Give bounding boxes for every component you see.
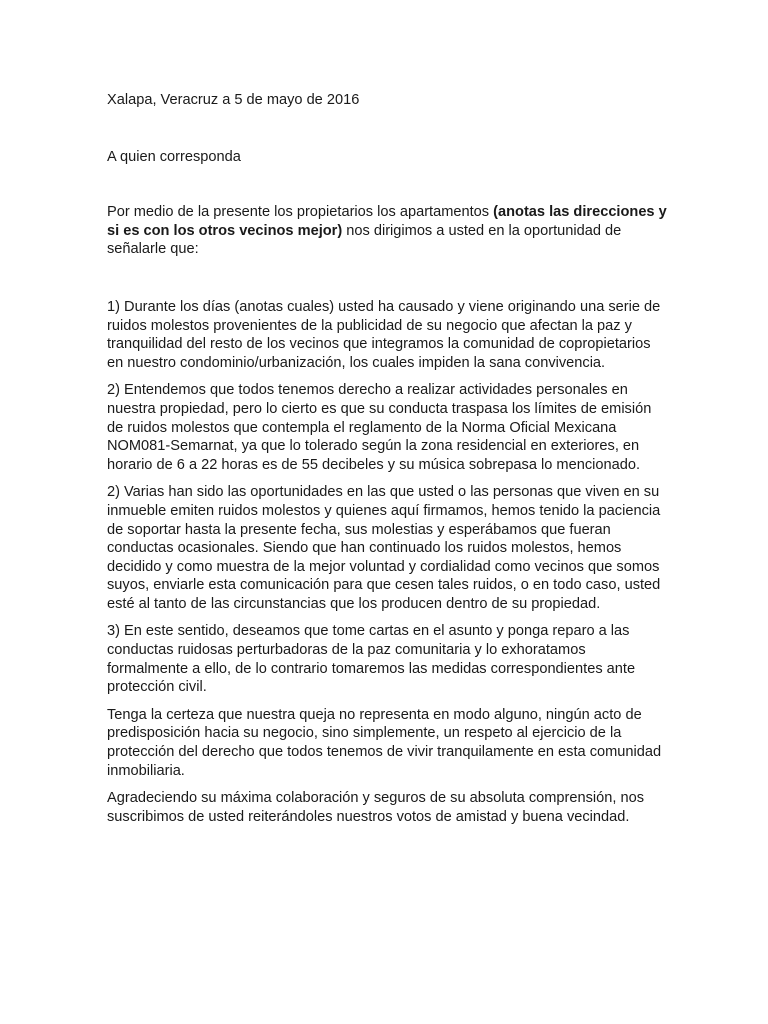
intro-text-end: nos dirigimos a usted en la oportunidad de señalarle que: [107, 222, 622, 258]
date-line: Xalapa, Veracruz a 5 de mayo de 2016 [107, 92, 360, 108]
closing-paragraph: Agradeciendo su máxima colaboración y seguros de su absoluta comprensión, nos suscribimos de usted reiterándoles nuestros votos de amistad y buena vecindad. [107, 790, 645, 825]
intro-paragraph [107, 203, 667, 259]
paragraph-2: 2) Entendemos que todos tenemos derecho a realizar actividades personales en nuestra propiedad, pero lo cierto es que su conducta traspasa los límites de emisión de ruidos molestos que contempla el reglamento de la Norma Oficial Mexicana NOM081-Semarnat, ya que lo tolerado según la zona residencial en exteriores, en horario de 6 a 22 horas es de 55 decibeles y su música sobrepasa lo mencionado. [107, 382, 652, 473]
salutation: A quien corresponda [107, 148, 241, 165]
letter-body [107, 91, 667, 835]
paragraph-3: 2) Varias han sido las oportunidades en las que usted o las personas que viven en su inmueble emiten ruidos molestos y quienes aquí firmamos, hemos tenido la paciencia de soportar hasta la presente fecha, sus molestias y esperábamos que fueran conductas ocasionales. Siendo que han continuado los ruidos molestos, hemos decidido y como muestra de la mejor voluntad y cordialidad como vecinos que somos suyos, enviarle esta comunicación para que cesen tales ruidos, o en todo caso, usted esté al tanto de las circunstancias que los producen dentro de su propiedad. [107, 484, 661, 612]
paragraph-4: 3) En este sentido, deseamos que tome cartas en el asunto y ponga reparo a las conductas ruidosas perturbadoras de la paz comunitaria y lo exhoratamos formalmente a ello, de lo contrario tomaremos las medidas correspondientes ante protección civil. [107, 623, 636, 696]
paragraph-5: Tenga la certeza que nuestra queja no representa en modo alguno, ningún acto de predisposición hacia su negocio, sino simplemente, un respeto al ejercicio de la protección del derecho que todos tenemos de vivir tranquilamente en esta comunidad inmobiliaria. [107, 706, 662, 779]
paragraph-1: 1) Durante los días (anotas cuales) usted ha causado y viene originando una serie de ruidos molestos provenientes de la publicidad de su negocio que afectan la paz y tranquilidad del resto de los vecinos que integramos la comunidad de copropietarios en nuestro condominio/urbanización, los cuales impiden la sana convivencia. [107, 298, 661, 371]
intro-text-start: Por medio de la presente los propietarios los apartamentos [107, 204, 494, 221]
intro-bold-note: (anotas las direcciones y si es con los otros vecinos mejor) [107, 204, 667, 239]
